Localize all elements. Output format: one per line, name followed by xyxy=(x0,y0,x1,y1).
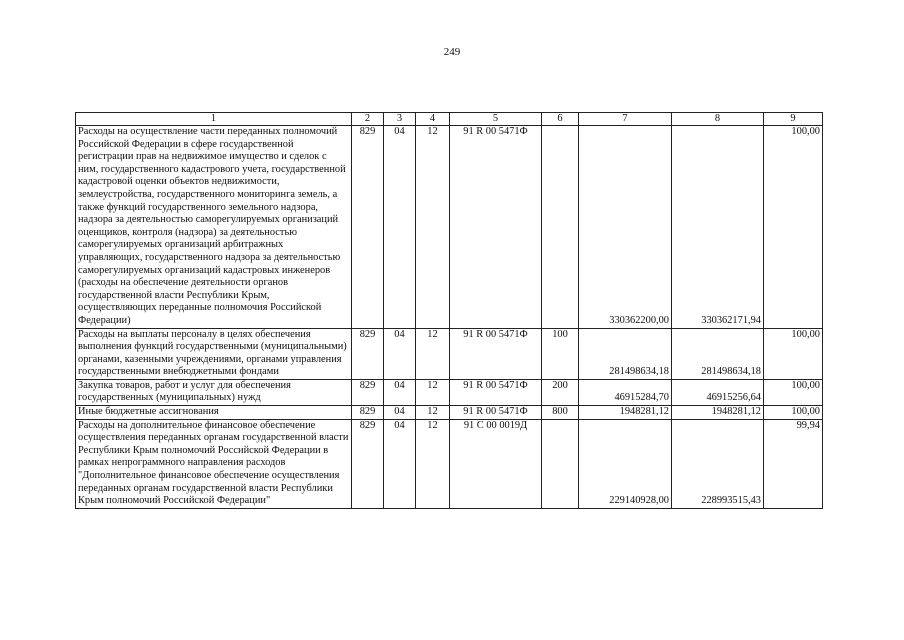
section-code: 04 xyxy=(384,126,416,329)
executed-amount: 330362171,94 xyxy=(672,126,764,329)
column-header: 7 xyxy=(579,113,672,126)
row-name: Расходы на выплаты персоналу в целях обеспечения выполнения функций государственными (муниципальными) органами, казенными учреждениями, органами управления государственными внебюджетными фондами xyxy=(76,328,352,379)
execution-percent: 100,00 xyxy=(764,328,823,379)
section-code: 04 xyxy=(384,406,416,420)
table-row xyxy=(76,328,823,379)
plan-amount: 1948281,12 xyxy=(579,406,672,420)
table-row xyxy=(76,379,823,405)
expense-type: 200 xyxy=(542,379,579,405)
section-code: 04 xyxy=(384,419,416,508)
target-article: 91 R 00 5471Ф xyxy=(450,406,542,420)
subsection-code: 12 xyxy=(416,328,450,379)
target-article: 91 R 00 5471Ф xyxy=(450,126,542,329)
column-header: 9 xyxy=(764,113,823,126)
execution-percent: 100,00 xyxy=(764,379,823,405)
ministry-code: 829 xyxy=(352,126,384,329)
budget-table xyxy=(75,112,823,509)
ministry-code: 829 xyxy=(352,328,384,379)
subsection-code: 12 xyxy=(416,406,450,420)
target-article: 91 R 00 5471Ф xyxy=(450,379,542,405)
expense-type: 800 xyxy=(542,406,579,420)
column-header: 1 xyxy=(76,113,352,126)
column-header: 2 xyxy=(352,113,384,126)
expense-type: 100 xyxy=(542,328,579,379)
column-header: 4 xyxy=(416,113,450,126)
execution-percent: 100,00 xyxy=(764,126,823,329)
ministry-code: 829 xyxy=(352,379,384,405)
table-row xyxy=(76,406,823,420)
expense-type xyxy=(542,126,579,329)
column-header: 3 xyxy=(384,113,416,126)
row-name: Расходы на дополнительное финансовое обеспечение осуществления переданных органам государственной власти Республики Крым полномочий Российской Федерации в рамках непрограммного направления расходов "Дополнительное финансовое обеспечение осуществления переданных органам государственной власти Республики Крым полномочий Российской Федерации" xyxy=(76,419,352,508)
execution-percent: 99,94 xyxy=(764,419,823,508)
executed-amount: 228993515,43 xyxy=(672,419,764,508)
plan-amount: 229140928,00 xyxy=(579,419,672,508)
row-name: Иные бюджетные ассигнования xyxy=(76,406,352,420)
subsection-code: 12 xyxy=(416,379,450,405)
plan-amount: 330362200,00 xyxy=(579,126,672,329)
page-number: 249 xyxy=(443,46,461,58)
table-header-row xyxy=(76,113,823,126)
ministry-code: 829 xyxy=(352,419,384,508)
executed-amount: 281498634,18 xyxy=(672,328,764,379)
executed-amount: 1948281,12 xyxy=(672,406,764,420)
target-article: 91 R 00 5471Ф xyxy=(450,328,542,379)
row-name: Закупка товаров, работ и услуг для обеспечения государственных (муниципальных) нужд xyxy=(76,379,352,405)
subsection-code: 12 xyxy=(416,126,450,329)
column-header: 5 xyxy=(450,113,542,126)
subsection-code: 12 xyxy=(416,419,450,508)
column-header: 8 xyxy=(672,113,764,126)
execution-percent: 100,00 xyxy=(764,406,823,420)
section-code: 04 xyxy=(384,328,416,379)
ministry-code: 829 xyxy=(352,406,384,420)
section-code: 04 xyxy=(384,379,416,405)
row-name: Расходы на осуществление части переданных полномочий Российской Федерации в сфере государственной регистрации прав на недвижимое имущество и сделок с ним, государственного кадастрового учета, государственной кадастровой оценки объектов недвижимости, землеустройства, государственного мониторинга земель, а также функций государственного земельного надзора, надзора за деятельностью саморегулируемых организаций оценщиков, контроля (надзора) за деятельностью саморегулируемых организаций арбитражных управляющих, государственного надзора за деятельностью саморегулируемых организаций кадастровых инженеров (расходы на обеспечение деятельности органов государственной власти Республики Крым, осуществляющих переданные полномочия Российской Федерации) xyxy=(76,126,352,329)
expense-type xyxy=(542,419,579,508)
table-row xyxy=(76,126,823,329)
plan-amount: 281498634,18 xyxy=(579,328,672,379)
plan-amount: 46915284,70 xyxy=(579,379,672,405)
column-header: 6 xyxy=(542,113,579,126)
table-row xyxy=(76,419,823,508)
target-article: 91 С 00 0019Д xyxy=(450,419,542,508)
executed-amount: 46915256,64 xyxy=(672,379,764,405)
